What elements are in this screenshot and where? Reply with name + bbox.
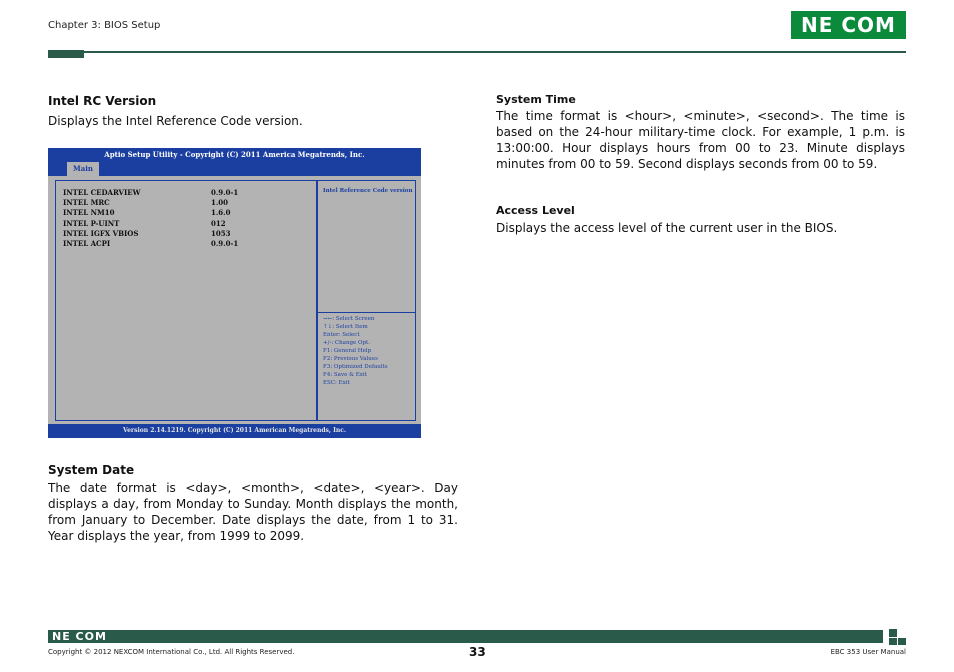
bios-key-item: F3: Optimized Defaults xyxy=(323,364,388,370)
bios-row-label: INTEL IGFX VBIOS xyxy=(63,229,139,238)
bios-key-item: F2: Previous Values xyxy=(323,356,378,362)
system-date-body: The date format is <day>, <month>, <date>, <year>. Day displays a day, from Monday to Sunday. Month displays the month, from January to December. Date displays the date, from 1 to 31. Year displays the year, from 1999 to 2099. xyxy=(48,481,458,543)
bios-row-value: 0.9.0-1 xyxy=(211,239,239,248)
bios-key-item: →←: Select Screen xyxy=(323,316,375,322)
chapter-label: Chapter 3: BIOS Setup xyxy=(48,20,161,31)
footer-copyright: Copyright © 2012 NEXCOM International Co., Ltd. All Rights Reserved. xyxy=(48,648,295,656)
footer-logo: NE COM xyxy=(52,630,107,643)
bios-row-value: 1053 xyxy=(211,229,231,238)
bios-screenshot xyxy=(48,148,421,438)
nexcom-logo xyxy=(791,11,906,39)
rc-version-description: Displays the Intel Reference Code version. xyxy=(48,114,303,128)
bios-row-label: INTEL P-UINT xyxy=(63,219,120,228)
footer-square-icon xyxy=(898,638,906,645)
bios-tab-main: Main xyxy=(67,162,99,176)
system-date-heading: System Date xyxy=(48,463,135,477)
bios-key-item: F1: General Help xyxy=(323,348,372,354)
access-level-body: Displays the access level of the current user in the BIOS. xyxy=(496,221,838,235)
bios-key-item: +/-: Change Opt. xyxy=(323,340,371,346)
bios-row-value: 0.9.0-1 xyxy=(211,188,239,197)
manual-title: EBC 353 User Manual xyxy=(830,648,906,656)
footer-bar xyxy=(48,630,883,643)
system-time-body: The time format is <hour>, <minute>, <second>. The time is based on the 24-hour military-time clock. For example, 1 p.m. is 13:00:00. Hour displays hours from 00 to 23. Minute displays minutes from 00 to 59. Second displays seconds from 00 to 59. xyxy=(496,109,905,171)
bios-key-item: F4: Save & Exit xyxy=(323,372,367,378)
bios-row-value: 1.00 xyxy=(211,198,229,207)
bios-row-label: INTEL NM10 xyxy=(63,208,115,217)
bios-tab-bar xyxy=(48,162,421,176)
bios-version-bar: Version 2.14.1219. Copyright (C) 2011 American Megatrends, Inc. xyxy=(48,424,421,438)
rc-version-heading: Intel RC Version xyxy=(48,94,157,108)
bios-row-label: INTEL ACPI xyxy=(63,239,111,248)
bios-title-bar: Aptio Setup Utility - Copyright (C) 2011 America Megatrends, Inc. xyxy=(48,148,421,162)
system-time-heading: System Time xyxy=(496,93,576,106)
header-accent-block xyxy=(48,50,84,58)
bios-help-divider xyxy=(317,312,415,313)
bios-key-item: ↑↓: Select Item xyxy=(323,324,368,330)
header-divider xyxy=(84,51,906,53)
bios-row-value: 1.6.0 xyxy=(211,208,231,217)
access-level-heading: Access Level xyxy=(496,204,575,217)
bios-key-legend xyxy=(323,315,388,387)
bios-row-value: 012 xyxy=(211,219,226,228)
logo-text: NE COM xyxy=(801,13,896,37)
bios-key-item: Enter: Select xyxy=(323,332,360,338)
bios-help-text: Intel Reference Code version xyxy=(323,188,413,194)
footer-square-icon xyxy=(889,629,897,637)
bios-row-label: INTEL MRC xyxy=(63,198,110,207)
bios-row-label: INTEL CEDARVIEW xyxy=(63,188,141,197)
page-number: 33 xyxy=(469,645,486,659)
bios-key-item: ESC: Exit xyxy=(323,380,350,386)
footer-square-icon xyxy=(889,638,897,645)
